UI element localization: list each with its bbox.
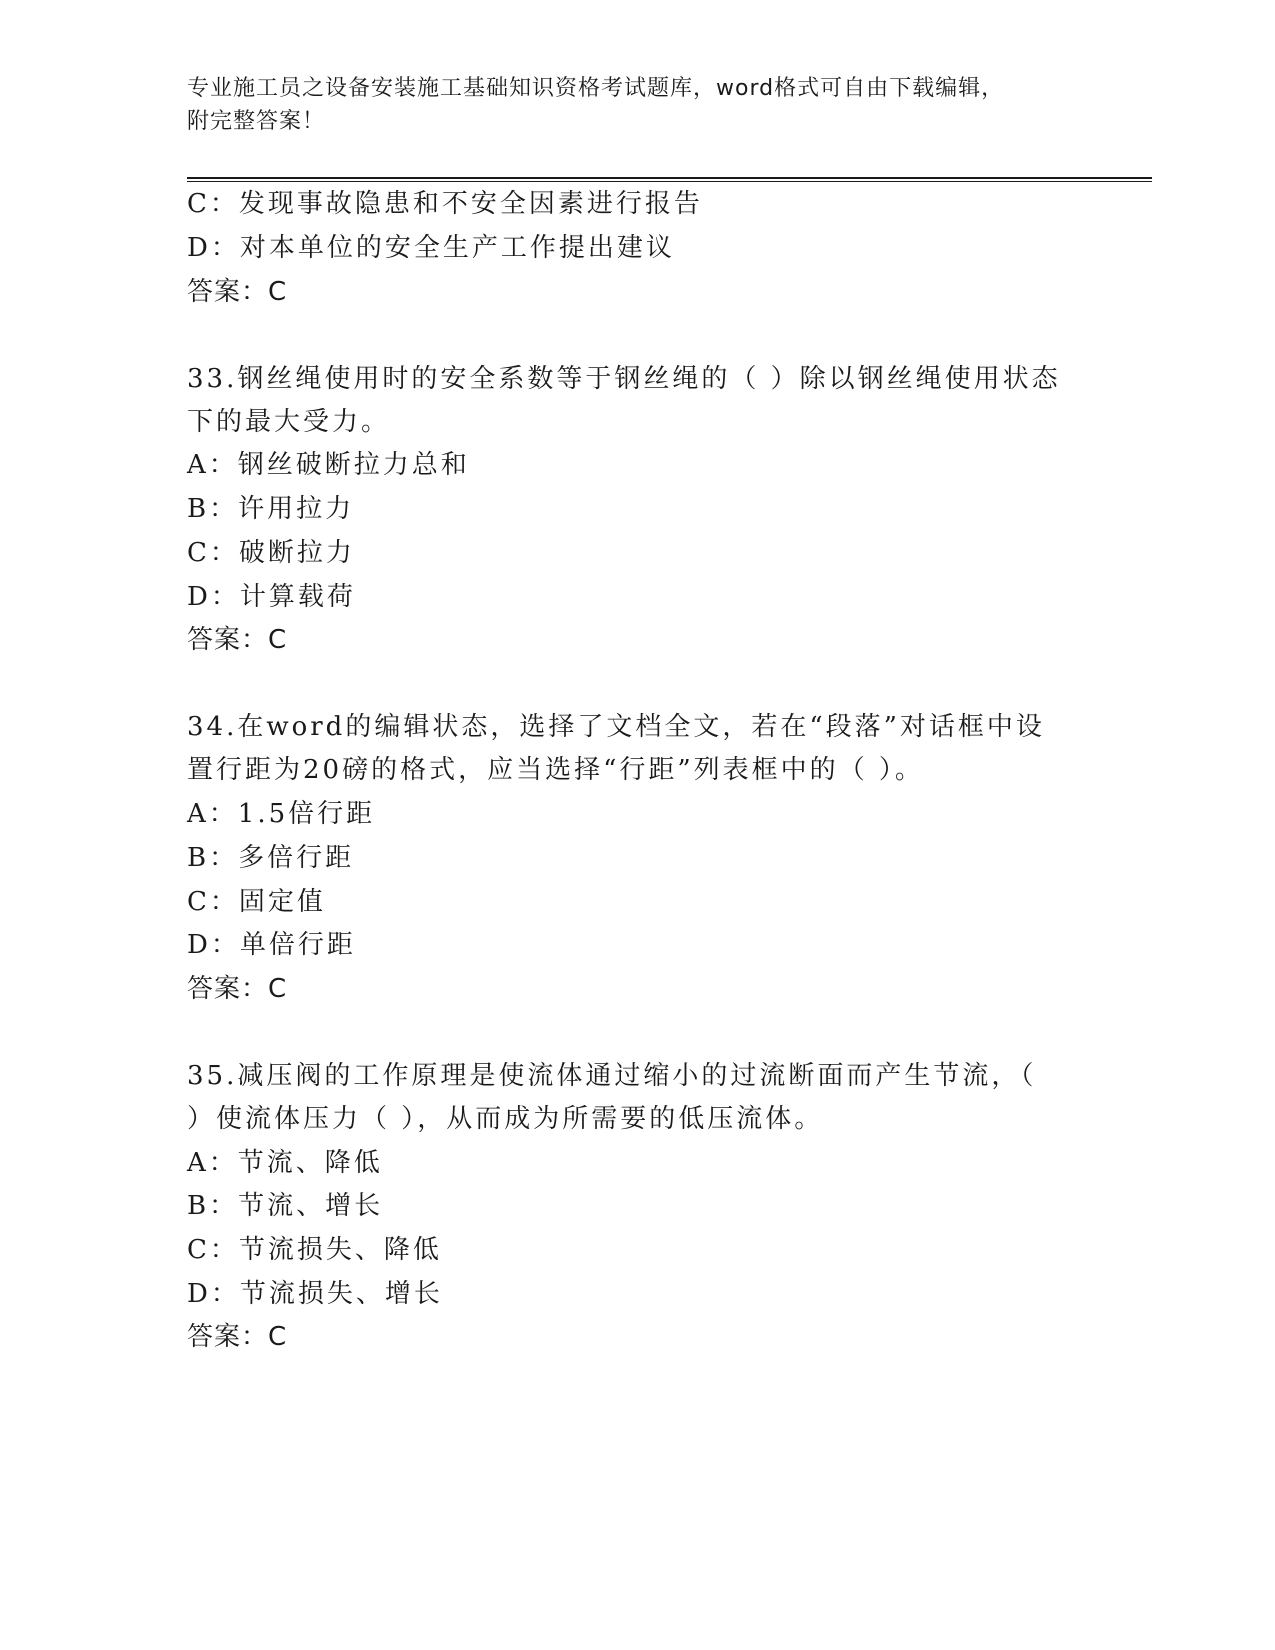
document-header [187,72,1087,138]
header-line-2: 附完整答案！ [187,109,326,134]
question-34-line-2: 置行距为20磅的格式，应当选择“行距”列表框中的（ ）。 [187,755,924,785]
question-33-option-c: C：破断拉力 [187,538,355,568]
question-33-option-b: B：许用拉力 [187,494,355,524]
question-34-line-1: 34.在word的编辑状态，选择了文档全文，若在“段落”对话框中设 [187,712,1045,742]
question-34-option-a: A：1.5倍行距 [187,799,376,829]
question-33-answer: 答案：C [187,625,288,655]
question-35-answer: 答案：C [187,1322,288,1352]
question-33-line-1: 33.钢丝绳使用时的安全系数等于钢丝绳的（ ）除以钢丝绳使用状态 [187,364,1061,394]
header-line-1: 专业施工员之设备安装施工基础知识资格考试题库，word格式可自由下载编辑， [187,76,1005,101]
question-33-option-a: A：钢丝破断拉力总和 [187,450,470,480]
question-35-option-c: C：节流损失、降低 [187,1235,442,1265]
question-35-option-d: D：节流损失、增长 [187,1279,443,1309]
header-divider [187,177,1152,182]
option-c: C：发现事故隐患和不安全因素进行报告 [187,189,703,219]
question-35-line-2: ）使流体压力（ ），从而成为所需要的低压流体。 [187,1104,824,1134]
question-35-line-1: 35.减压阀的工作原理是使流体通过缩小的过流断面而产生节流，（ [187,1061,1037,1091]
question-34-option-b: B：多倍行距 [187,843,355,873]
question-33-line-2: 下的最大受力。 [187,407,391,437]
question-35-option-b: B：节流、增长 [187,1191,384,1221]
question-34-answer: 答案：C [187,974,288,1004]
question-34-option-c: C：固定值 [187,887,326,917]
option-d: D：对本单位的安全生产工作提出建议 [187,233,675,263]
question-34-option-d: D：单倍行距 [187,930,356,960]
question-35-option-a: A：节流、降低 [187,1148,383,1178]
answer-line: 答案：C [187,277,288,307]
question-33-option-d: D：计算载荷 [187,582,356,612]
